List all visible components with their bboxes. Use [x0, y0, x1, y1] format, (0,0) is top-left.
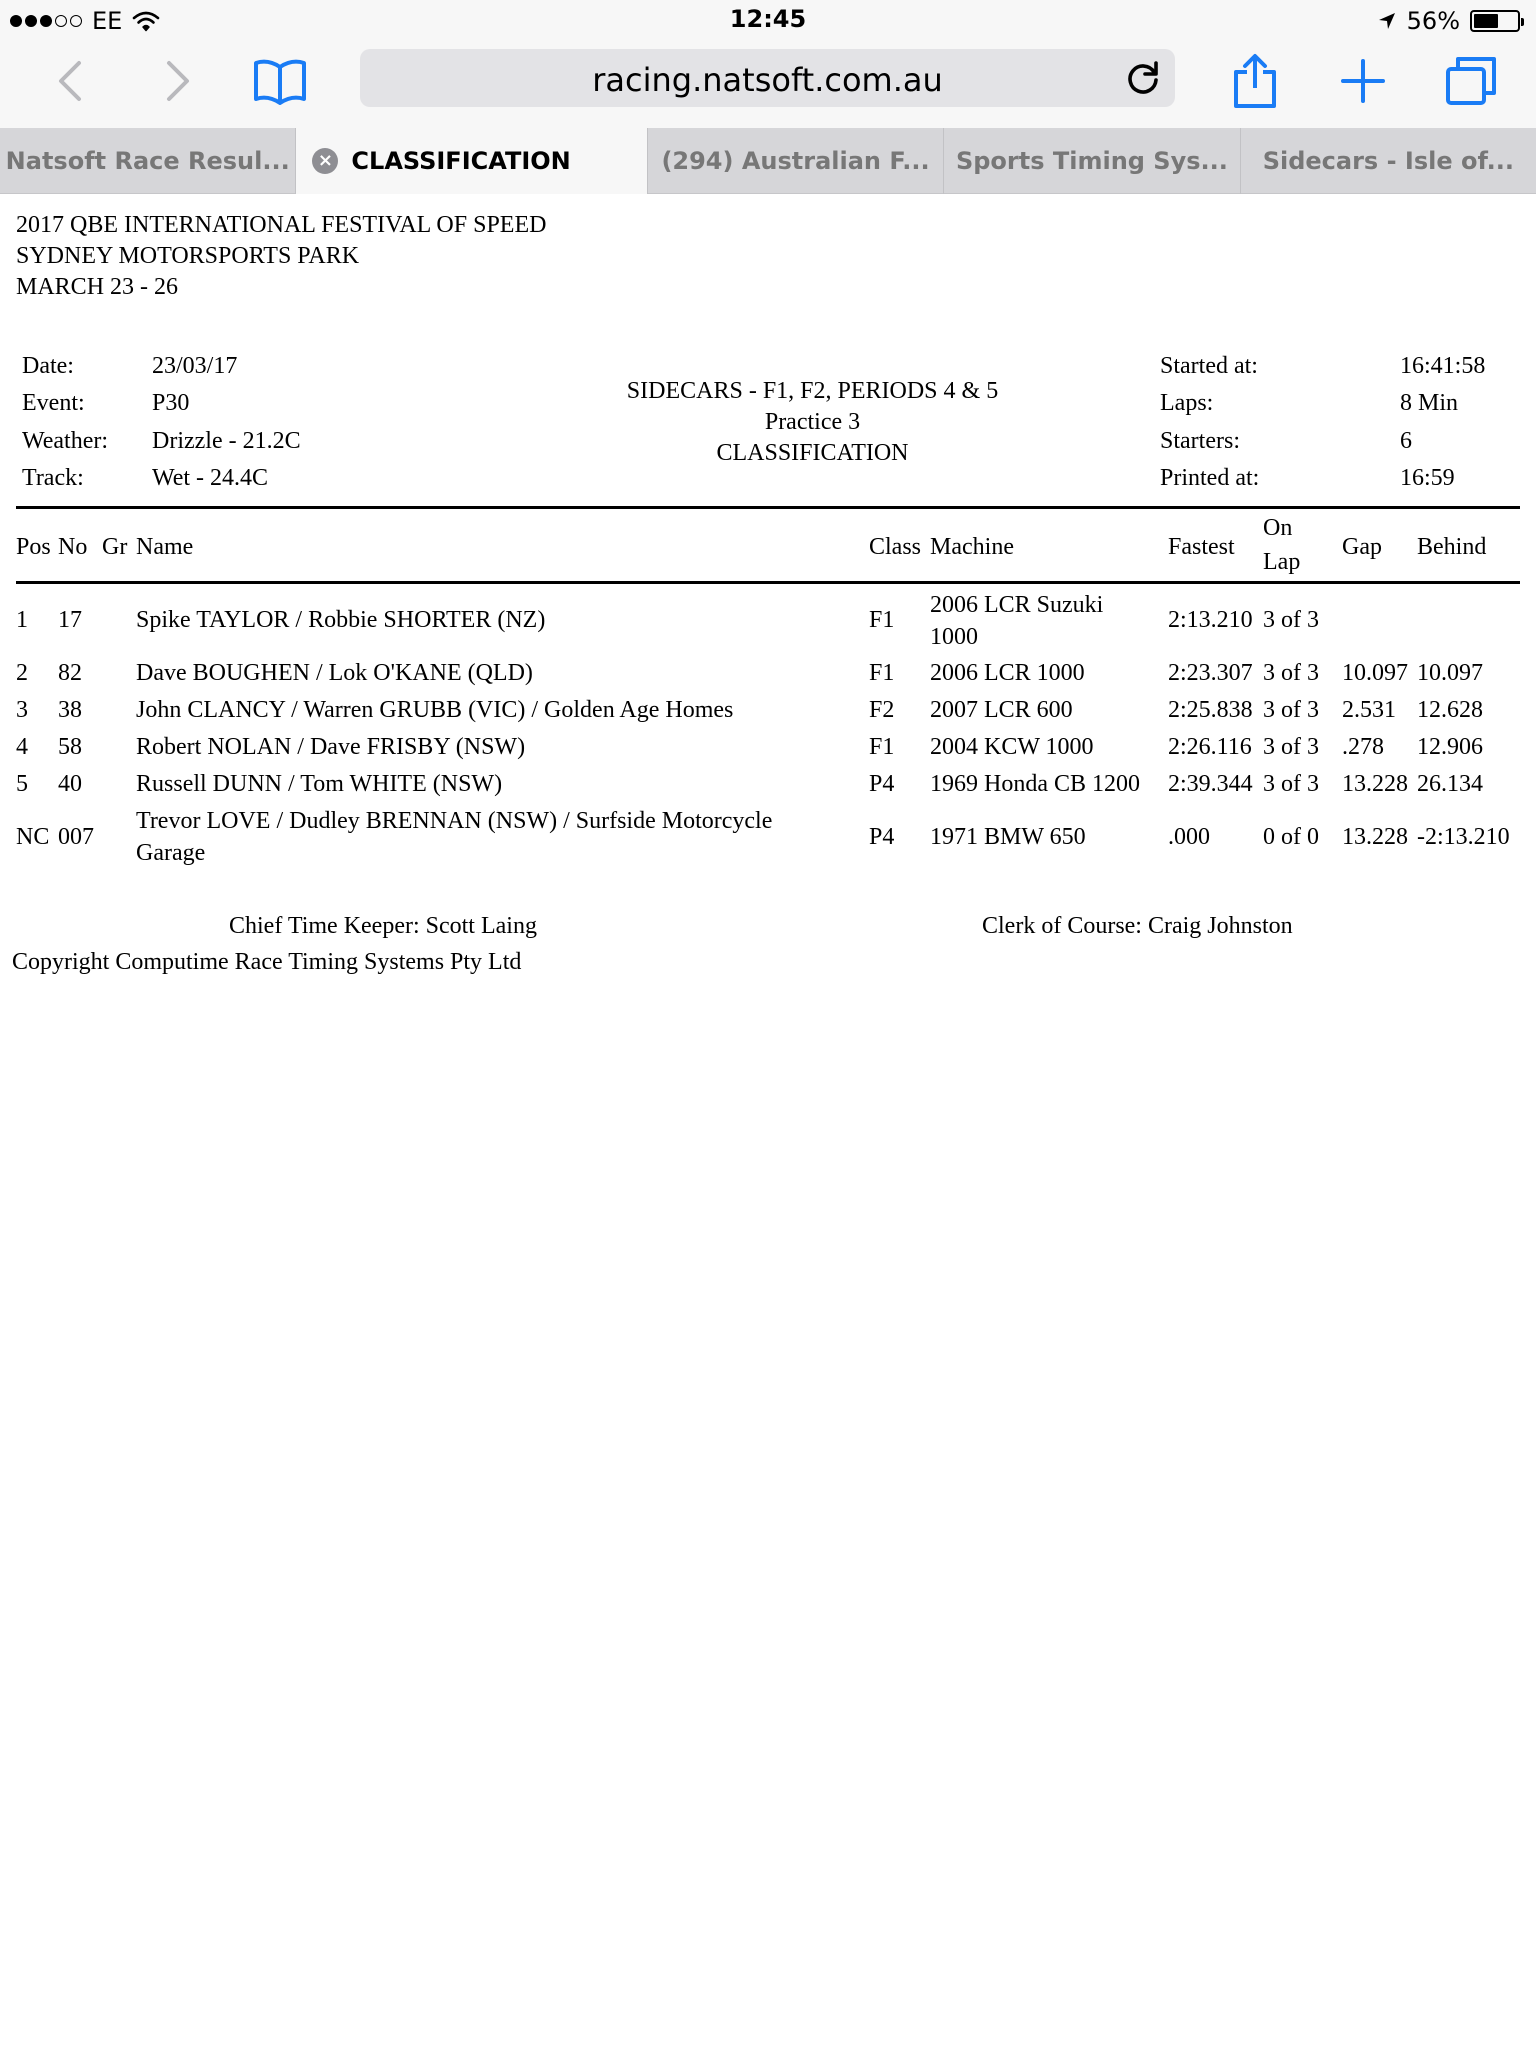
tab-sports-timing[interactable]	[944, 128, 1240, 194]
info-label-starters: Starters:	[1160, 428, 1240, 454]
row-gap: 13.228	[1342, 824, 1408, 850]
info-value-starters: 6	[1400, 428, 1412, 454]
row-machine: 2007 LCR 600	[930, 697, 1073, 723]
col-machine: Machine	[930, 534, 1014, 560]
tab-label: Natsoft Race Resul...	[5, 147, 290, 175]
tab-classification[interactable]	[296, 128, 647, 194]
tab-natsoft-race-results[interactable]	[0, 128, 296, 194]
row-on-lap: 3 of 3	[1263, 660, 1319, 686]
row-gap: 10.097	[1342, 660, 1408, 686]
info-value-started: 16:41:58	[1400, 353, 1486, 379]
row-machine: 2004 KCW 1000	[930, 734, 1094, 760]
reload-icon	[1123, 58, 1163, 98]
col-no: No	[58, 534, 88, 560]
row-class: P4	[869, 824, 895, 850]
row-pos: 4	[16, 734, 28, 760]
bookmarks-button[interactable]	[250, 42, 310, 120]
row-no: 007	[58, 824, 94, 850]
row-machine: 2006 LCR 1000	[930, 660, 1085, 686]
table-header-divider	[16, 581, 1520, 584]
row-machine-line2: 1000	[930, 624, 978, 650]
col-class: Class	[869, 534, 922, 560]
info-value-weather: Drizzle - 21.2C	[152, 428, 301, 454]
info-value-date: 23/03/17	[152, 353, 238, 379]
share-icon	[1232, 52, 1278, 110]
share-button[interactable]	[1230, 42, 1280, 120]
row-class: P4	[869, 771, 895, 797]
session-type: CLASSIFICATION	[716, 440, 909, 466]
row-fastest: 2:25.838	[1168, 697, 1253, 723]
tabs-overview-button[interactable]	[1442, 42, 1500, 120]
tab-label: CLASSIFICATION	[351, 147, 571, 175]
tab-label: (294) Australian F...	[661, 147, 930, 175]
meet-title: 2017 QBE INTERNATIONAL FESTIVAL OF SPEED	[16, 212, 547, 238]
tab-label: Sidecars - Isle of...	[1262, 147, 1514, 175]
row-class: F1	[869, 607, 895, 633]
clerk-of-course: Clerk of Course: Craig Johnston	[982, 913, 1293, 939]
row-behind: 26.134	[1417, 771, 1483, 797]
row-no: 58	[58, 734, 82, 760]
col-behind: Behind	[1417, 534, 1487, 560]
row-on-lap: 3 of 3	[1263, 734, 1319, 760]
info-label-weather: Weather:	[22, 428, 109, 454]
row-machine: 2006 LCR Suzuki	[930, 592, 1104, 618]
row-pos: NC	[16, 824, 50, 850]
copyright: Copyright Computime Race Timing Systems Pty Ltd	[12, 949, 522, 975]
row-behind: 12.906	[1417, 734, 1483, 760]
info-label-started: Started at:	[1160, 353, 1258, 379]
location-arrow-icon	[1377, 11, 1397, 31]
row-on-lap: 3 of 3	[1263, 771, 1319, 797]
forward-button[interactable]	[158, 42, 198, 120]
row-name: Russell DUNN / Tom WHITE (NSW)	[136, 771, 503, 797]
url-text: racing.natsoft.com.au	[592, 61, 943, 99]
row-fastest: 2:26.116	[1168, 734, 1252, 760]
row-name: John CLANCY / Warren GRUBB (VIC) / Golden Age Homes	[136, 697, 734, 723]
chief-time-keeper: Chief Time Keeper: Scott Laing	[229, 913, 537, 939]
row-no: 82	[58, 660, 82, 686]
row-class: F1	[869, 734, 895, 760]
info-value-track: Wet - 24.4C	[152, 465, 269, 491]
meet-dates: MARCH 23 - 26	[16, 274, 179, 300]
plus-icon	[1340, 58, 1386, 104]
row-class: F2	[869, 697, 895, 723]
info-label-printed: Printed at:	[1160, 465, 1260, 491]
row-name: Spike TAYLOR / Robbie SHORTER (NZ)	[136, 607, 546, 633]
row-fastest: 2:13.210	[1168, 607, 1253, 633]
status-time: 12:45	[729, 5, 807, 33]
battery-icon	[1470, 10, 1520, 32]
reload-button[interactable]	[1123, 58, 1163, 98]
status-bar	[0, 0, 1536, 42]
tab-sidecars-isle[interactable]	[1241, 128, 1536, 194]
row-pos: 5	[16, 771, 28, 797]
row-behind: -2:13.210	[1417, 824, 1510, 850]
row-pos: 1	[16, 607, 28, 633]
results-document	[0, 195, 1536, 2048]
row-machine: 1971 BMW 650	[930, 824, 1086, 850]
row-gap: 2.531	[1342, 697, 1396, 723]
row-no: 38	[58, 697, 82, 723]
col-gap: Gap	[1342, 534, 1382, 560]
row-pos: 3	[16, 697, 28, 723]
tab-bar	[0, 128, 1536, 194]
carrier-name: EE	[92, 7, 123, 35]
info-value-laps: 8 Min	[1400, 390, 1459, 416]
row-behind: 10.097	[1417, 660, 1483, 686]
chevron-right-icon	[165, 59, 191, 103]
row-name-line2: Garage	[136, 840, 206, 866]
row-no: 40	[58, 771, 82, 797]
row-pos: 2	[16, 660, 28, 686]
back-button[interactable]	[50, 42, 90, 120]
row-behind: 12.628	[1417, 697, 1483, 723]
info-label-date: Date:	[22, 353, 74, 379]
row-gap: 13.228	[1342, 771, 1408, 797]
browser-toolbar	[0, 42, 1536, 128]
tab-label: Sports Timing Sys...	[955, 147, 1228, 175]
session-class: SIDECARS - F1, F2, PERIODS 4 & 5	[626, 378, 999, 404]
info-label-event: Event:	[22, 390, 85, 416]
row-gap: .278	[1342, 734, 1384, 760]
row-on-lap: 0 of 0	[1263, 824, 1319, 850]
session-name: Practice 3	[764, 409, 861, 435]
header-divider	[16, 506, 1520, 509]
row-on-lap: 3 of 3	[1263, 697, 1319, 723]
row-on-lap: 3 of 3	[1263, 607, 1319, 633]
col-pos: Pos	[16, 534, 51, 560]
new-tab-button[interactable]	[1338, 42, 1388, 120]
meet-venue: SYDNEY MOTORSPORTS PARK	[16, 243, 360, 269]
battery-fill	[1474, 14, 1498, 28]
info-value-event: P30	[152, 390, 190, 416]
row-name: Trevor LOVE / Dudley BRENNAN (NSW) / Surfside Motorcycle	[136, 808, 773, 834]
row-fastest: .000	[1168, 824, 1210, 850]
row-fastest: 2:39.344	[1168, 771, 1253, 797]
book-icon	[252, 57, 308, 105]
row-machine: 1969 Honda CB 1200	[930, 771, 1140, 797]
row-no: 17	[58, 607, 82, 633]
status-right	[1377, 6, 1520, 36]
tab-australian[interactable]	[648, 128, 944, 194]
tabs-icon	[1444, 55, 1498, 107]
info-label-track: Track:	[22, 465, 84, 491]
col-on-lap-2: Lap	[1263, 549, 1301, 575]
info-label-laps: Laps:	[1160, 390, 1214, 416]
address-bar[interactable]	[360, 49, 1175, 107]
col-name: Name	[136, 534, 194, 560]
col-fastest: Fastest	[1168, 534, 1235, 560]
col-gr: Gr	[102, 534, 128, 560]
battery-percent: 56%	[1406, 7, 1460, 35]
row-name: Dave BOUGHEN / Lok O'KANE (QLD)	[136, 660, 533, 686]
close-tab-icon[interactable]: ×	[312, 148, 338, 174]
info-value-printed: 16:59	[1400, 465, 1455, 491]
row-name: Robert NOLAN / Dave FRISBY (NSW)	[136, 734, 526, 760]
chevron-left-icon	[57, 59, 83, 103]
col-on-lap-1: On	[1263, 515, 1293, 541]
row-fastest: 2:23.307	[1168, 660, 1253, 686]
row-class: F1	[869, 660, 895, 686]
